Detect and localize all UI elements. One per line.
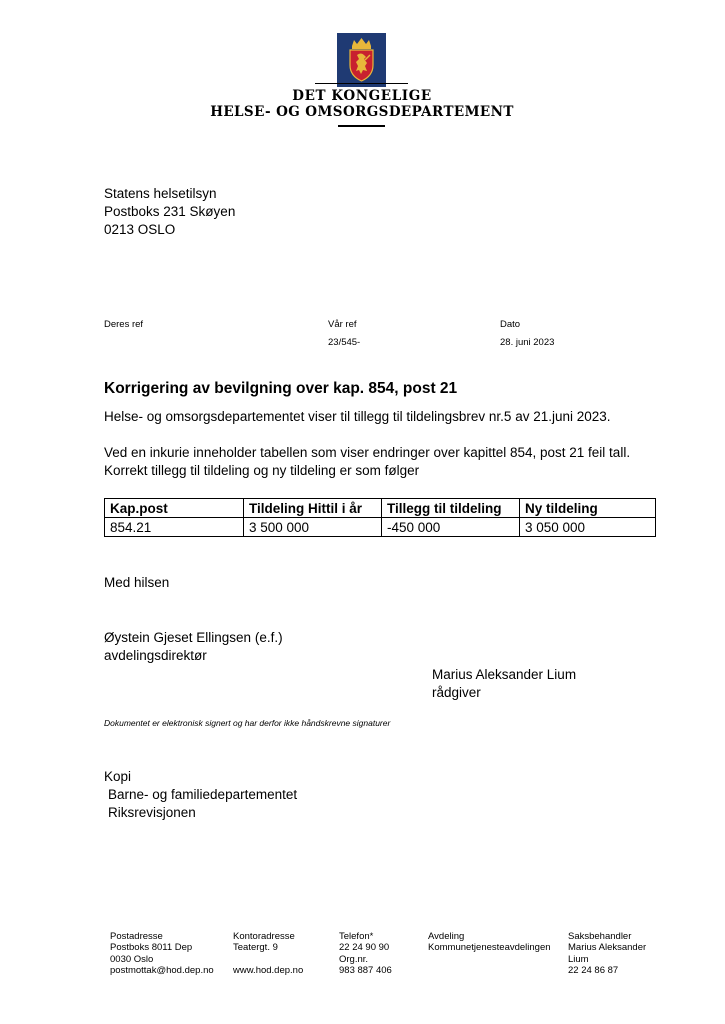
electronic-signature-notice: Dokumentet er elektronisk signert og har derfor ikke håndskrevne signaturer — [104, 718, 391, 728]
cell-tillegg: -450 000 — [382, 518, 520, 537]
footer-telefon-number: 22 24 90 90 — [339, 942, 390, 954]
footer-telefon — [339, 931, 392, 976]
recipient-address — [104, 185, 235, 239]
header-underline — [338, 125, 385, 127]
paragraph-1: Helse- og omsorgsdepartementet viser til tillegg til tildelingsbrev nr.5 av 21.juni 2023. — [104, 409, 611, 424]
footer-postadresse — [110, 931, 214, 976]
deres-ref-label: Deres ref — [104, 319, 144, 330]
copy-recipient-2: Riksrevisjonen — [108, 805, 196, 820]
var-ref-value: 23/545- — [328, 337, 361, 348]
footer-website: www.hod.dep.no — [233, 964, 304, 976]
header-rule — [315, 83, 408, 84]
paragraph-2-line1: Ved en inkurie inneholder tabellen som viser endringer over kapittel 854, post 21 feil tall. — [104, 445, 631, 460]
copy-label: Kopi — [104, 769, 132, 784]
paragraph-2-line2: Korrekt tillegg til tildeling og ny tildeling er som følger — [104, 463, 420, 478]
greeting: Med hilsen — [104, 575, 170, 590]
copy-recipient-1: Barne- og familiedepartementet — [108, 787, 298, 802]
signer2-title: rådgiver — [432, 685, 481, 700]
footer-telefon-label: Telefon* — [339, 931, 374, 942]
footer-kontoradresse-line2 — [233, 954, 303, 965]
table-header-row — [105, 499, 656, 518]
footer-avdeling-value: Kommunetjenesteavdelingen — [428, 942, 551, 954]
department-name-line1: DET KONGELIGE — [292, 88, 432, 104]
cell-kap-post: 854.21 — [105, 518, 244, 537]
footer-saksbehandler-label: Saksbehandler — [568, 931, 632, 942]
footer-postadresse-line2: 0030 Oslo — [110, 953, 154, 965]
footer-saksbehandler-name2: Lium — [568, 953, 589, 965]
table-row — [105, 518, 656, 537]
col-kap-post: Kap.post — [105, 499, 244, 518]
col-tildeling-hittil: Tildeling Hittil i år — [244, 499, 382, 518]
footer-kontoradresse-line1: Teatergt. 9 — [233, 942, 278, 954]
department-name-line2: HELSE- OG OMSORGSDEPARTEMENT — [210, 104, 514, 120]
footer-saksbehandler — [568, 931, 646, 976]
footer-kontoradresse-label: Kontoradresse — [233, 931, 295, 942]
footer-avdeling — [428, 931, 551, 954]
footer-postadresse-line1: Postboks 8011 Dep — [110, 942, 193, 954]
footer-saksbehandler-name1: Marius Aleksander — [568, 942, 647, 954]
letter-title: Korrigering av bevilgning over kap. 854, post 21 — [104, 380, 458, 397]
footer-saksbehandler-phone: 22 24 86 87 — [568, 964, 619, 976]
footer-postadresse-label: Postadresse — [110, 931, 163, 942]
dato-value: 28. juni 2023 — [500, 337, 555, 348]
signer2-name: Marius Aleksander Lium — [432, 667, 577, 682]
footer-avdeling-label: Avdeling — [428, 931, 465, 942]
recipient-line2: Postboks 231 Skøyen — [104, 204, 236, 219]
footer-orgnr-label: Org.nr. — [339, 953, 369, 965]
allocation-table — [104, 498, 656, 537]
var-ref-label: Vår ref — [328, 319, 357, 330]
footer-orgnr-value: 983 887 406 — [339, 964, 392, 976]
col-ny-tildeling: Ny tildeling — [520, 499, 656, 518]
cell-tildeling-hittil: 3 500 000 — [244, 518, 382, 537]
recipient-line1: Statens helsetilsyn — [104, 186, 217, 201]
cell-ny-tildeling: 3 050 000 — [520, 518, 656, 537]
dato-label: Dato — [500, 319, 521, 330]
recipient-line3: 0213 OSLO — [104, 222, 176, 237]
footer-email: postmottak@hod.dep.no — [110, 964, 214, 976]
col-tillegg: Tillegg til tildeling — [382, 499, 520, 518]
signer1-title: avdelingsdirektør — [104, 648, 207, 663]
coat-of-arms-logo — [337, 33, 386, 87]
footer-kontoradresse — [233, 931, 303, 976]
signer1-name: Øystein Gjeset Ellingsen (e.f.) — [104, 630, 283, 645]
